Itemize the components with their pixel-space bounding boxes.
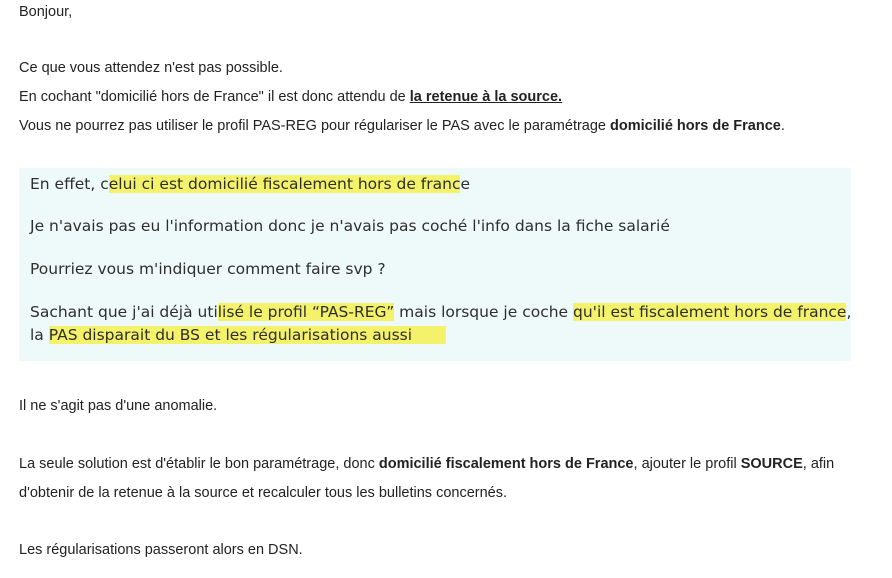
- paragraph-solution-middle: , ajouter le profil: [633, 456, 741, 472]
- quote-line-2: Je n'avais pas eu l'information donc je n'avais pas coché l'info dans la fiche salarié: [30, 217, 670, 235]
- paragraph-dsn: Les régularisations passeront alors en DSN.: [19, 542, 303, 558]
- source-profile-emphasis: SOURCE: [740, 456, 803, 472]
- domicile-emphasis: domicilié hors de France: [610, 118, 781, 134]
- paragraph-expected: [19, 87, 562, 107]
- quote-highlight-pas: PAS disparait du BS et les régularisations aussi: [49, 326, 446, 344]
- paragraph-expected-text: En cochant "domicilié hors de France" il est donc attendu de: [19, 89, 410, 105]
- withholding-emphasis: la retenue à la source.: [409, 89, 563, 105]
- paragraph-solution-end: , afin: [802, 456, 835, 472]
- quote-highlight-domicile: elui ci est domicilié fiscalement hors de franc: [108, 175, 461, 193]
- paragraph-pas-reg: [19, 116, 785, 136]
- fiscal-domicile-emphasis: domicilié fiscalement hors de France: [378, 456, 634, 472]
- quote-line-1: [30, 173, 470, 195]
- paragraph-pas-reg-end: .: [780, 118, 785, 134]
- quote-line-4-middle: mais lorsque je coche: [394, 303, 574, 321]
- paragraph-not-possible: Ce que vous attendez n'est pas possible.: [19, 60, 283, 76]
- quote-line-4-start: Sachant que j'ai déjà uti: [30, 303, 218, 321]
- quote-line-1-start: En effet, c: [30, 175, 109, 193]
- quote-line-3: Pourriez vous m'indiquer comment faire svp ?: [30, 260, 386, 278]
- paragraph-solution-text: La seule solution est d'établir le bon paramétrage, donc: [19, 456, 379, 472]
- quote-line-4-end: ,: [846, 303, 852, 321]
- greeting: Bonjour,: [19, 4, 73, 20]
- paragraph-recalculate: d'obtenir de la retenue à la source et recalculer tous les bulletins concernés.: [19, 485, 507, 501]
- quote-line-5: [30, 324, 446, 346]
- paragraph-solution: [19, 454, 834, 474]
- quote-line-4: [30, 301, 851, 323]
- paragraph-no-anomaly: Il ne s'agit pas d'une anomalie.: [19, 398, 218, 414]
- quoted-message: [19, 168, 851, 361]
- quote-line-5-start: la: [30, 326, 49, 344]
- quote-highlight-fiscal: qu'il est fiscalement hors de france: [573, 303, 847, 321]
- quote-line-1-end: e: [460, 175, 471, 193]
- quote-highlight-profile: lisé le profil “PAS-REG”: [217, 303, 395, 321]
- paragraph-pas-reg-text: Vous ne pourrez pas utiliser le profil PAS-REG pour régulariser le PAS avec le paramétrage: [19, 118, 611, 134]
